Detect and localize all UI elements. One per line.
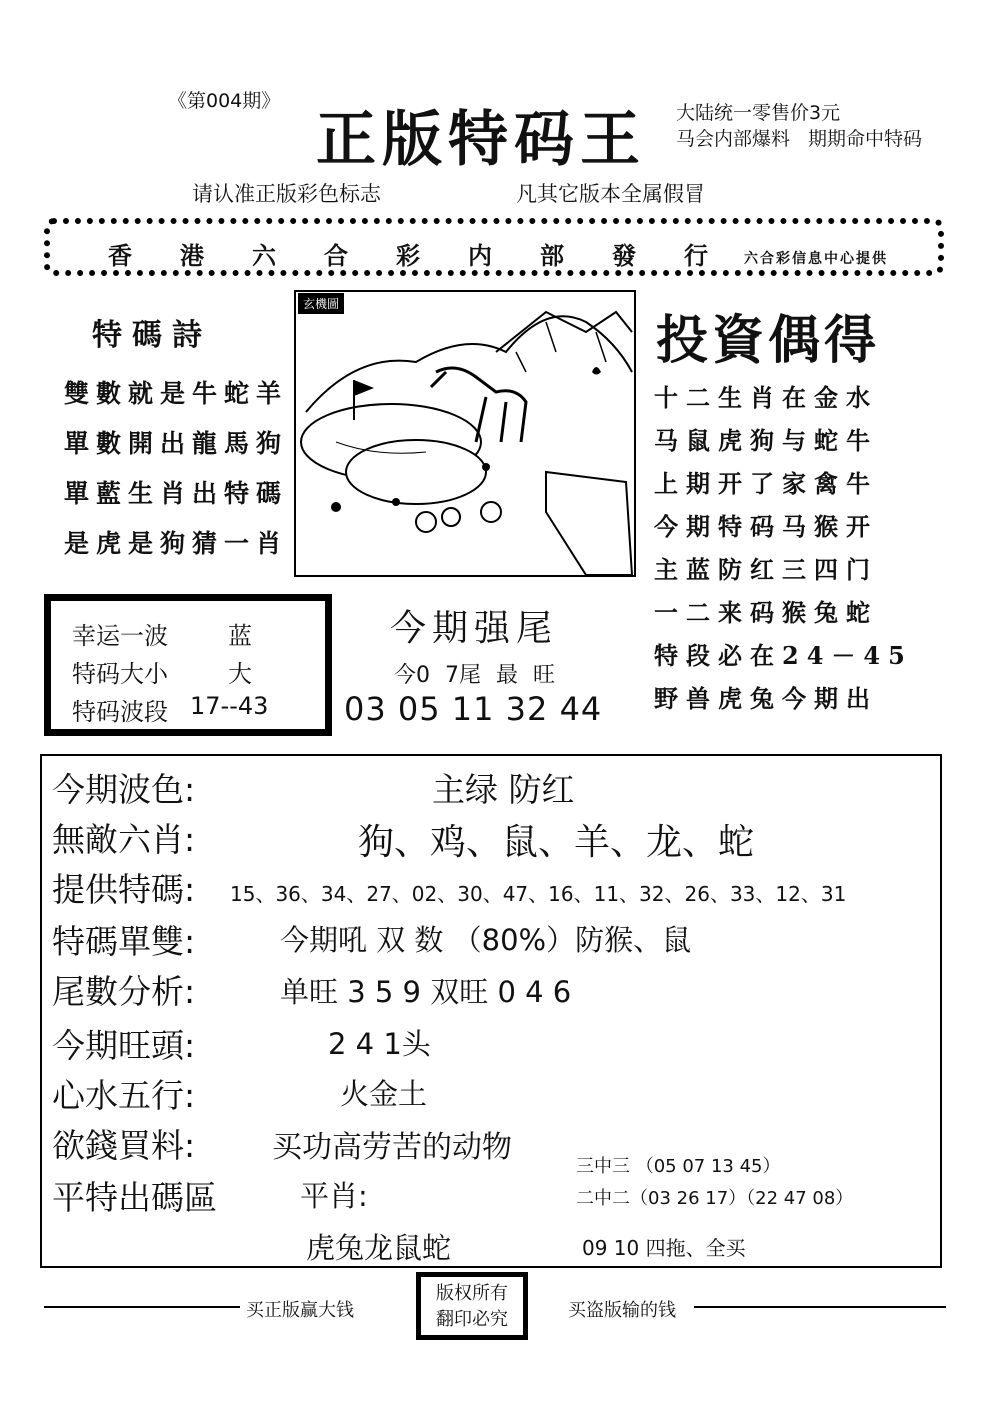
flat-animals: 虎兔龙鼠蛇 xyxy=(306,1231,452,1265)
invest-line: 马鼠虎狗与蛇牛 xyxy=(654,426,878,455)
lucky-label: 特码波段 xyxy=(72,698,168,726)
tagline: 马会内部爆料 期期命中特码 xyxy=(676,128,923,150)
banner-text: 香港六合彩内部發行 xyxy=(108,241,756,270)
oddeven-label: 特碼單雙: xyxy=(52,922,196,961)
invest-line: 一二来码猴兔蛇 xyxy=(654,598,878,627)
invest-line: 十二生肖在金水 xyxy=(654,383,878,412)
copyright-line: 翻印必究 xyxy=(436,1309,508,1330)
tail-label: 尾數分析: xyxy=(52,972,196,1011)
invest-line: 今期特码马猴开 xyxy=(654,512,878,541)
six-label: 無敵六肖: xyxy=(52,820,196,859)
notice-left: 请认准正版彩色标志 xyxy=(192,182,381,206)
invest-line: 主蓝防红三四门 xyxy=(654,555,878,584)
strong-tail-title: 今期强尾 xyxy=(390,608,559,649)
strong-tail-numbers: 03 05 11 32 44 xyxy=(344,690,603,728)
issue-number: 《第004期》 xyxy=(168,90,281,112)
special-label: 提供特碼: xyxy=(52,870,196,909)
buy-value: 买功高劳苦的动物 xyxy=(272,1130,512,1165)
flat-sub: 平肖: xyxy=(300,1179,368,1213)
invest-line: 上期开了家禽牛 xyxy=(654,469,878,498)
element-value: 火金土 xyxy=(340,1077,428,1111)
oddeven-value: 今期吼 双 数 （80%）防猴、鼠 xyxy=(280,923,692,957)
poem-line: 是虎是狗猜一肖 xyxy=(64,529,289,558)
footer-rule-left xyxy=(44,1306,240,1308)
lucky-label: 特码大小 xyxy=(72,660,168,688)
element-label: 心水五行: xyxy=(52,1076,196,1115)
copyright-box xyxy=(416,1272,528,1340)
invest-title: 投資偶得 xyxy=(656,311,881,371)
flat-label: 平特出碼區 xyxy=(52,1178,217,1217)
poem-title: 特碼詩 xyxy=(92,318,212,353)
footer-right: 买盗版输的钱 xyxy=(568,1300,676,1321)
price-line: 大陆统一零售价3元 xyxy=(676,102,841,124)
notice-right: 凡其它版本全属假冒 xyxy=(516,182,705,206)
copyright-line: 版权所有 xyxy=(436,1283,508,1304)
drag-numbers: 09 10 四拖、全买 xyxy=(582,1236,746,1260)
mystery-picture xyxy=(294,290,636,577)
head-value: 2 4 1头 xyxy=(328,1027,431,1061)
lucky-value: 17--43 xyxy=(190,692,269,720)
banner-sub: 六合彩信息中心提供 xyxy=(744,251,888,267)
two-hit: 二中二（03 26 17）（22 47 08） xyxy=(576,1188,854,1209)
lucky-value: 大 xyxy=(228,660,252,688)
three-hit: 三中三 （05 07 13 45） xyxy=(576,1156,781,1177)
poem-line: 雙數就是牛蛇羊 xyxy=(64,379,289,408)
wave-value: 主绿 防红 xyxy=(432,770,575,809)
lucky-label: 幸运一波 xyxy=(72,622,168,650)
footer-rule-right xyxy=(694,1306,946,1308)
page-title: 正版特码王 xyxy=(316,105,646,175)
tail-value: 单旺 3 5 9 双旺 0 4 6 xyxy=(280,975,572,1009)
buy-label: 欲錢買料: xyxy=(52,1126,196,1165)
head-label: 今期旺頭: xyxy=(52,1026,196,1065)
six-value: 狗、鸡、鼠、羊、龙、蛇 xyxy=(358,822,755,863)
wave-label: 今期波色: xyxy=(52,770,196,809)
landscape-illustration xyxy=(296,292,634,575)
footer-left: 买正版赢大钱 xyxy=(246,1300,354,1321)
poem-line: 單數開出龍馬狗 xyxy=(64,429,289,458)
strong-tail-sub: 今0 7尾 最 旺 xyxy=(394,663,555,688)
invest-line: 野兽虎兔今期出 xyxy=(654,684,878,713)
special-value: 15、36、34、27、02、30、47、16、11、32、26、33、12、31 xyxy=(230,882,847,906)
poem-line: 單藍生肖出特碼 xyxy=(64,479,289,508)
lucky-value: 蓝 xyxy=(228,622,252,650)
invest-line: 特段必在24－45 xyxy=(654,641,913,670)
picture-tag: 玄機圖 xyxy=(298,293,344,314)
